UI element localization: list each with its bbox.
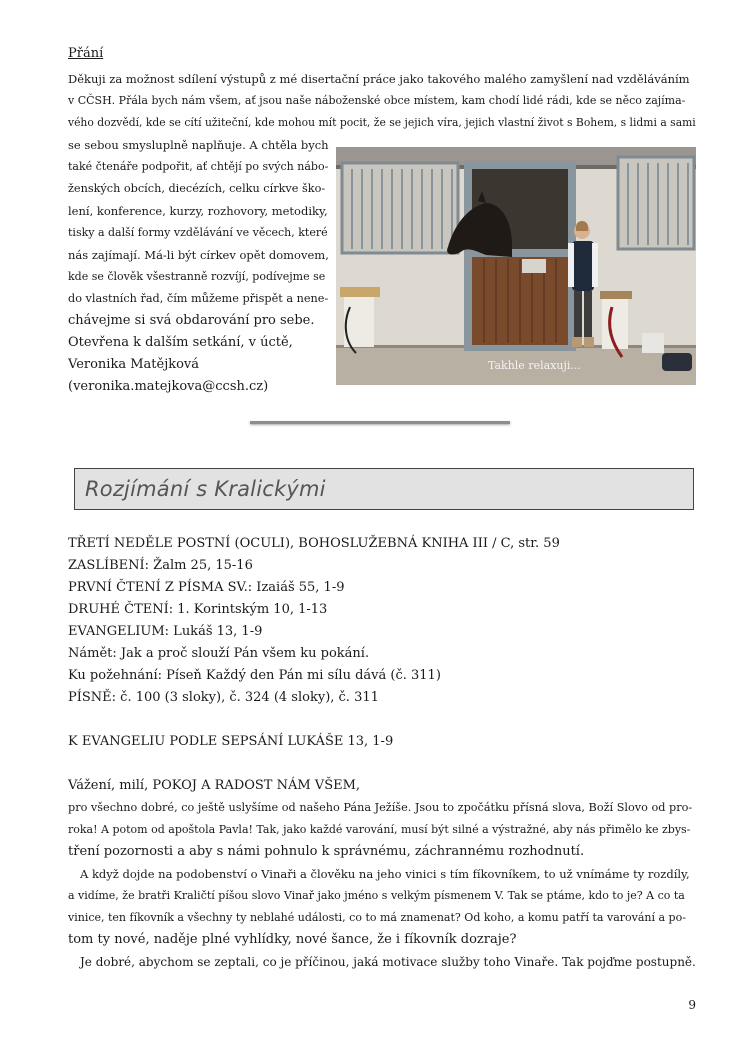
wish-line: Děkuji za možnost sdílení výstupů z mé disertační práce jako takového malého zamyšlení nad vzděláváním [68,72,690,86]
info-line: DRUHÉ ČTENÍ: 1. Korintským 10, 1-13 [68,602,328,617]
section-title-box [74,468,694,510]
stable-illustration [336,147,696,385]
body-line: roka! A potom od apoštola Pavla! Tak, jako každé varování, musí být silné a výstražné, aby nás přimělo ke zbys- [68,823,691,836]
info-line: ZASLÍBENÍ: Žalm 25, 15-16 [68,558,253,573]
wish-column-line: chávejme si svá obdarování pro sebe. [68,313,315,328]
body-line: tření pozornosti a aby s námi pohnulo k správnému, záchrannému rozhodnutí. [68,844,585,859]
info-line: EVANGELIUM: Lukáš 13, 1-9 [68,624,263,639]
wish-column-line: lení, konference, kurzy, rozhovory, metodiky, [68,204,328,218]
page-number: 9 [688,998,696,1012]
body-line: Vážení, milí, POKOJ A RADOST NÁM VŠEM, [68,778,361,793]
body-line: tom ty nové, naděje plné vyhlídky, nové šance, že i fíkovník dozraje? [68,932,517,947]
wish-line: vého dozvědí, kde se cítí užiteční, kde mohou mít pocit, že se jejich víra, jejich vlastní život s Bohem, s lidmi a sami [68,116,696,129]
wish-column-line: se sebou smysluplně naplňuje. A chtěla bych [68,138,329,152]
body-line: A když dojde na podobenství o Vinaři a člověku na jeho vinici s tím fíkovníkem, to už vnímáme ty rozdíly, [80,867,690,881]
wish-column-line: ženských obcích, diecézích, celku církve ško- [68,182,326,195]
section-title: Rozjímání s Kralickými [85,477,326,501]
wish-line: v CČSH. Přála bych nám všem, ať jsou naše náboženské obce místem, kam chodí lidé rádi, kde se něco zajíma- [68,94,686,107]
info-line: PRVNÍ ČTENÍ Z PÍSMA SV.: Izaiáš 55, 1-9 [68,580,345,595]
info-line: Ku požehnání: Píseň Každý den Pán mi sílu dává (č. 311) [68,668,441,683]
body-line: a vidíme, že bratři Kraličtí píšou slovo Vinař jako jméno s velkým písmenem V. Tak se ptáme, kdo to je? A co ta [68,889,685,902]
gospel-heading: K EVANGELIU PODLE SEPSÁNÍ LUKÁŠE 13, 1-9 [68,734,394,749]
photo-caption: Takhle relaxuji... [488,359,581,372]
body-line: pro všechno dobré, co ještě uslyšíme od našeho Pána Ježíše. Jsou to zpočátku přísná slova, Boží Slovo od pro- [68,801,693,814]
info-line: TŘETÍ NEDĚLE POSTNÍ (OCULI), BOHOSLUŽEBNÁ KNIHA III / C, str. 59 [68,536,560,551]
author-email: (veronika.matejkova@ccsh.cz) [68,379,269,394]
body-line: Je dobré, abychom se zeptali, co je příčinou, jaká motivace služby toho Vinaře. Tak pojďme postupně. [80,955,696,969]
wish-heading: Přání [68,46,104,61]
body-line: vinice, ten fíkovník a všechny ty neblahé události, co to má znamenat? Od koho, a komu patří ta varování a po- [68,911,686,924]
signoff-line: Otevřena k dalším setkání, v úctě, [68,335,293,350]
author-name: Veronika Matějková [68,357,200,372]
info-line: Námět: Jak a proč slouží Pán všem ku pokání. [68,646,370,661]
wish-column-line: do vlastních řad, čím můžeme přispět a nene- [68,292,329,305]
wish-column-line: nás zajímají. Má-li být církev opět domovem, [68,248,329,262]
wish-column-line: také čtenáře podpořit, ať chtějí po svých nábo- [68,160,329,173]
section-divider [250,421,510,424]
wish-column-line: tisky a další formy vzdělávání ve věcech, které [68,226,328,239]
stable-photo [336,147,696,385]
info-line: PÍSNĚ: č. 100 (3 sloky), č. 324 (4 sloky), č. 311 [68,690,379,705]
wish-column-line: kde se člověk všestranně rozvíjí, podívejme se [68,270,326,283]
